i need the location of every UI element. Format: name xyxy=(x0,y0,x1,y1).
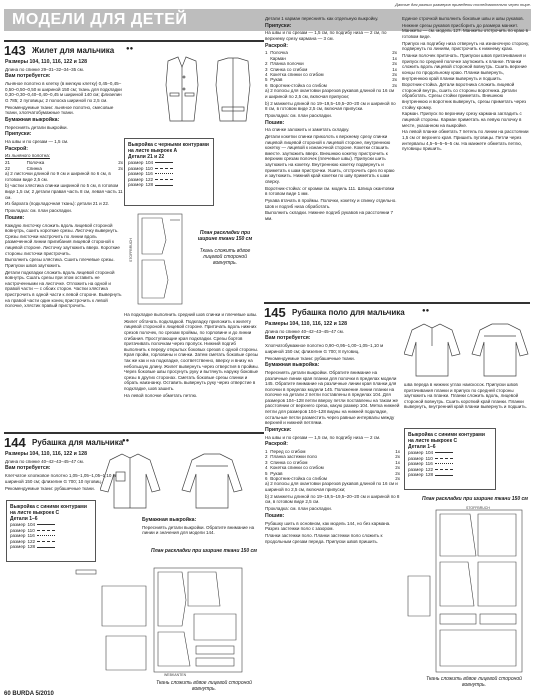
stoffbruch-label: STOFFBRUCH xyxy=(129,238,133,262)
sewing-step: Воротник-стойка. Детали воротника сложить лицевой стороной внутрь, сшить со стороны воротника. Детали обработать. Срезы стойки приметать. Внешнюю внутреннюю и воротник вывернуть, срезы приметать через стойку кромку. xyxy=(402,82,527,110)
legend-row: размер 110 xyxy=(408,456,455,462)
sewing-step: Детали кокетки спинки приколоть к верхнему срезу спинки лицевой лицевой стороной к лицевой стороне, внутреннюю кокетку — лицевой к изнаночной стороне. Кокетки сташить вместе. заутюжить вверх. Внешнюю кокетку пристрочить к верхним срезам полочек (плечевые швы). Припуски шить заутюжить на кокетку. Внутреннюю кокетку подвернуть и приметать к шам пристрочки. Ушить, отстрочить срез по краю и заутюжить. Нижний край кокетки по шву приметать к шам сверху. xyxy=(265,134,395,184)
model-number: 143 xyxy=(4,43,26,58)
cut-table xyxy=(5,160,123,171)
sewing-step: На спинке заложить и заметать складку. xyxy=(265,127,350,133)
legend-row: размер 122 xyxy=(10,539,57,545)
length: Длина по спинке 40–42–43–45–47 см. xyxy=(265,328,344,334)
length: Длина по спинке 29–31–32–34–35 см. xyxy=(5,66,84,72)
legend-row: размер 128 xyxy=(128,182,175,188)
sewing-step: Нижние срезы рукавов присборить до размера манжет. Манжеты — см. модель 127. Манжеты отстрочить по краю в готовом виде. xyxy=(402,22,529,39)
legend-row: размер 110 xyxy=(10,528,57,534)
model-144-paper xyxy=(142,516,260,538)
sewing-step: Рубашку шить в основном, как модель 144, но без кармана. Разрез застежки поло с зазором. xyxy=(265,520,391,532)
difficulty-icon: ●● xyxy=(422,308,430,314)
sewing-step: Выполнить складки. Нижнее подгиб рукавов на расстоянии 7 мм. xyxy=(265,210,394,221)
sizes: Размеры 104, 110, 116, 122 и 128 xyxy=(265,321,347,327)
legend-row: размер 104 xyxy=(128,160,175,166)
sewing-step: На левой планке обметать 7 петель по линии на расстоянии 1,5 см от верхнего края. Пришить пуговицы. Петли через интервалы 4,5–5–5–5–5 см. На манжете обметать петлю, пуговицы пришить. xyxy=(402,129,529,152)
cut-note: Прокладка: см. план раскладки. xyxy=(265,506,332,512)
legend-row: размер 116 xyxy=(10,533,57,539)
top-note: Данные для разных размеров приведены последовательно через тире. xyxy=(395,2,531,7)
allowances-heading: Припуски: xyxy=(5,131,32,138)
legend-row: размер 128 xyxy=(10,544,57,550)
layout-plan-144 xyxy=(6,566,256,678)
vest-sketch xyxy=(160,55,260,127)
sewing-step: Воротник-стойка: от кромки см. модель 111. Шлица окантовки в готовом виде 1 мм. xyxy=(265,185,395,197)
legend-row: размер 104 xyxy=(10,522,57,528)
cutting-heading: Раскрой: xyxy=(5,145,29,152)
detail-note: Детали 1 карман пересниять как отдельную выкройку. xyxy=(265,16,379,21)
cut-note: Из бархата (подкладочная ткань): детали 21 и 22. xyxy=(5,201,110,207)
allowances-heading: Припуски: xyxy=(265,426,292,433)
cut-table xyxy=(265,449,400,481)
layout-plan-143 xyxy=(128,210,186,308)
sizes: Размеры 104, 110, 116, 122 и 128 xyxy=(5,59,87,65)
materials: Клетчатое хлопковое полотно 1,05–1,05–1,05–1,10 м шириной 150 см; флизелин G 700; 10 пуговиц. xyxy=(5,473,116,484)
layout-title: План раскладки при ширине ткани 150 см xyxy=(422,496,528,502)
legend-row: размер 110 xyxy=(128,166,175,172)
model-145-text xyxy=(265,320,400,698)
sewing-step: На подкладке выполнить средний шов спинки и плечевые швы. xyxy=(124,312,258,317)
allowances: На швы и по срезам — 1,5 см, по подгибу низа — 2 см, по верхнему срезу кармана — 3 см. xyxy=(265,30,387,41)
cutting-heading: Раскрой: xyxy=(265,42,289,49)
model-name: Жилет для мальчика xyxy=(32,46,115,55)
cut-note: b) 2 манжеты длиной по 19–19,5–19,5–20–20 см и шириной по 8 см, в готовом виде 2,5 см, включая припуски. xyxy=(265,100,396,112)
table-row: 6 Воротник-стойка со сгибом 2x xyxy=(265,476,400,482)
pattern-legend-143 xyxy=(124,138,214,206)
sewing-step: Детали подкладки сложить вдоль лицевой стороной вовнутрь. Сшать срезы при этом оставить не настроченными на листочке. Отложить на одной и правой части — с обоих сторон. Частки хлястика пристрочить в одной части к левой стороне. Вывернуть на правой части один конец пристрочить к левой полочке, хлястик правый пристрочить. xyxy=(5,269,122,309)
cut-table xyxy=(265,50,397,88)
cut-note: b) 2 манжеты длиной по 19–19,5–19,5–20–20 см и шириной по 8 см, в готовом виде 2,5 см. xyxy=(265,493,400,505)
sewing-step: Выполнить срезы хлястика. Сшить плечевые срезы. Припуски швов заутюжить. xyxy=(5,257,115,268)
layout-title: План раскладки при ширине ткани 150 см xyxy=(151,548,257,554)
model-number: 145 xyxy=(264,305,286,320)
sewing-step: Рукава втачать в проймы. Полочки, кокетку и спинку отдельно. Шов и подгиб низа обработать. xyxy=(265,198,397,209)
layout-note: Ткань сложить вдвое лицевой стороной вовнутрь. xyxy=(426,676,522,688)
model-145-text-cont xyxy=(404,382,532,426)
cut-note: а) 2 полосы для окантовки разрезов рукавов длиной по 16 см и шириной по 2,5 см, включая припуски; xyxy=(265,88,395,99)
materials: Льняное полотно в клетку (в мелкую клетку) 0,45–0,45–0,50–0,50–0,50 м шириной 150 см; ткань для подкладки 0,30–0,30–0,40–0,40–0,45 м шириной 140 см; флизелин G 785; 2 пуговицы; 2 полоска шириной по 2,5 см. xyxy=(5,81,122,103)
table-row: 5 Рукав 2x xyxy=(265,77,397,83)
sewing-step: шва переда в нижних углах наискосок. Припуски швов притачивания планки и припуск по средней стороны заутюжить на планки. Планки сложить вдоль, лицевой стороной вовнутрь. Сшить короткий край планки. Планки вывернуть, внутренний край планки вывернуть и подшить. xyxy=(404,382,527,410)
layout-note: Ткань сложить вдвое лицевой стороной вовнутрь. xyxy=(199,248,251,266)
cut-note: Прокладка: см. план раскладки. xyxy=(265,112,332,118)
sewing-heading: Пошив: xyxy=(265,119,285,126)
page-footer xyxy=(4,691,54,697)
model-143-header xyxy=(4,40,264,58)
sewing-step: Единое строчкой выполнить боковые швы и швы рукавов. xyxy=(402,16,524,21)
allowances: На швы и по срезам — 1,5 см. xyxy=(5,139,69,145)
model-143-text-cont xyxy=(124,312,259,424)
difficulty-icon: ●● xyxy=(122,438,130,444)
table-row: 6 Воротник-стойка со сгибом 2x xyxy=(265,82,397,88)
length: Длина по спинке 40–42–43–45–47 см. xyxy=(5,458,84,464)
allowances: На швы и по срезам — 1,5 см, по подгибу низа — 2 см. xyxy=(265,434,381,440)
table-row: 2 Планка застежки поло 2x xyxy=(265,454,400,460)
sewing-heading: Пошив: xyxy=(5,214,25,221)
legend-row: размер 128 xyxy=(408,472,455,478)
table-row: Карман 1x xyxy=(270,55,397,61)
legend-parts: Детали 1–6 xyxy=(408,444,436,450)
sizes: Размеры 104, 110, 116, 122 и 128 xyxy=(5,451,87,457)
paper-pattern-heading: Бумажная выкройка: xyxy=(5,116,60,123)
table-row: 2 Планка полочки 2x xyxy=(265,61,397,67)
model-name: Рубашка поло для мальчика xyxy=(292,308,405,317)
recommended-fabrics: Рекомендуемые ткани: рубашечные ткани. xyxy=(5,485,95,491)
model-144-text-cont-2 xyxy=(402,16,530,298)
brand-name: BURDA xyxy=(12,691,34,697)
layout-title: План раскладки при ширине ткани 150 см xyxy=(197,230,253,242)
difficulty-icon: ●● xyxy=(126,46,134,52)
legend-row: размер 122 xyxy=(128,177,175,183)
sewing-step: Каждую листочку сложить вдоль лицевой стороной вовнутрь, сшить короткие срезы. Листочку вывернуть. Срезы листочки настрочить по линии вдоль размеченной линии пригибания лицевой стороной к лицевой стороне. Листочку заутюжить вверх. Короткие стороны листочки пристрочить. xyxy=(5,222,120,256)
layout-note: Ткань сложить вдвое лицевой стороной вовнутрь. xyxy=(156,680,252,692)
legend-parts: Детали 21 и 22 xyxy=(128,154,165,160)
legend-parts: Детали 1–6 xyxy=(10,516,38,522)
paper-pattern: Пересниять детали выкройки. Обратите внимание на различные линии края планки для полочки в пределах модели 145. Обратите внимание на различные линии края планки для полочки в пределах модели 145. Положение линии планки на полочке на детали 2 петли поставлены в пределах 104. Для размеров 104–128 петли вверху петли поставлены на таком же расстоянии от верхнего среза, какую размер 104. Метка нижней петли для размеров 104–128 видны на нижней подкладке, остальные петли разместить через равные интервалы между верхней и нижней петлями. xyxy=(265,369,400,426)
materials-heading: Вам потребуется: xyxy=(265,335,311,342)
pattern-legend-145 xyxy=(404,428,496,490)
legend-row: размер 122 xyxy=(408,467,455,473)
polo-sketch-145 xyxy=(404,320,532,380)
model-145-header xyxy=(264,302,530,320)
sewing-step: Припуск на подгибку низа отвернуть на изнаночную сторону, подвернуть по линиям, пристрочить к нижнему краю. xyxy=(402,40,530,52)
allowances-heading: Припуски: xyxy=(265,22,292,29)
table-row: 5 Рукав 2x xyxy=(265,470,400,476)
sewing-step: Планки застежки поло. Планки застежки поло сложить к продольным срезам переда. Припуски швов пришить. xyxy=(265,532,383,544)
paper-pattern: Пересниять детали выкройки. Обратите внимание на линии и значения для модели 144. xyxy=(142,524,255,536)
pattern-legend-144 xyxy=(6,500,96,562)
cutting-heading: Раскрой: xyxy=(265,441,289,448)
legend-title: Выкройка с синими контурами на листе выкроек С xyxy=(408,432,485,444)
issue-number: 5/2010 xyxy=(35,691,54,697)
page-title: МОДЕЛИ ДЛЯ ДЕТЕЙ xyxy=(12,11,188,28)
sewing-heading: Пошив: xyxy=(265,512,285,519)
recommended-fabrics: Рекомендуемые ткани: рубашечные ткани. xyxy=(265,355,355,361)
cut-note: b) частки хлястика спинки шириной по 5 см, в готовом виде 1,5 см; 2 детали правая часть 8 см, левая часть 11 см. xyxy=(5,183,123,200)
paper-pattern-heading: Бумажная выкройка: xyxy=(142,517,197,523)
legend-row: размер 104 xyxy=(408,450,455,456)
table-row: 3 Спинка со сгибом 1x xyxy=(265,459,400,465)
page-number: 60 xyxy=(4,691,11,697)
table-row: 1 Полочка 2x xyxy=(265,50,397,56)
shirt-sketch-144 xyxy=(100,450,260,512)
model-144-header xyxy=(4,432,264,450)
cut-note: а) 2 листочки длиной по 9 см и шириной по 6 см, в готовом виде 2,5 см. xyxy=(5,171,111,182)
legend-row: размер 116 xyxy=(408,461,455,467)
materials: Хлопчатобумажное полотно 0,90–0,95–1,00–1,05–1,10 м шириной 150 см; флизелин G 700; 8 пуговиц. xyxy=(265,343,384,354)
legend-row: размер 116 xyxy=(128,171,175,177)
sewing-step: Жилет обтачать подкладкой. Подкладку приложить к жилету лицевой стороной к лицевой стороне. Притачать вдоль нижних срезов полочек, по срезам проймы, по горловине и до линии сгибания. Проступающие края подкладки. Срезы бортов притачивать полочкам через пропуск. Нижний подгиб выполнить к переду открытых боковых срезов с одной стороны. Края пройм, горловины и спинки. Затем сметать боковые срезы так же как и на подкладке, соответственно, вверху и внизу на небольшую длину. Жилет вывернуть через отверстия в проймы. Через боковые швы просунуть руку и вытянуть наружу боковые срезы в других сторонах. Сметать боковые срезы спинки и обрать наизнанку. Оставить вывернуть руку через отверстие в подкладке, шов зашить. xyxy=(124,318,259,391)
paper-pattern-heading: Бумажная выкройка: xyxy=(265,362,320,369)
legend-title: Выкройка с синими контурами на листе выкроек С xyxy=(10,504,87,516)
recommended-fabrics: Рекомендуемые ткани: льняное полотно, смесовые ткани, хлопчатобумажные ткани. xyxy=(5,104,114,116)
webkanten-label: WEBKANTEN xyxy=(164,673,187,677)
model-144-text-cont xyxy=(265,16,397,296)
table-row: 21 Полочка 2x xyxy=(5,160,123,166)
model-name: Рубашка для мальчика xyxy=(32,438,124,447)
stoffbruch-label: STOFFBRUCH xyxy=(466,506,490,510)
model-143-text xyxy=(5,58,123,428)
legend-title: Выкройка с черными контурами на листе выкроек А xyxy=(128,142,210,154)
sewing-step: Карман. Припуск по верхнему срезу кармана загладить с лицевой стороны. Карман приметать на левую полочку в месте, указанном на выкройке. xyxy=(402,111,522,128)
table-row: 1 Перед со сгибом 1x xyxy=(265,449,400,454)
table-row: 3 Спинка со сгибом 1x xyxy=(265,66,397,72)
materials-heading: Вам потребуется: xyxy=(5,73,51,80)
sewing-step: Планки полочек притачать. Припуски швов притачивания и припуск по средней полочке заутюжить к планке. Планки сложить вдоль лицевой стороной вовнутрь. Сшить верхние концы по продольному краю. Планки вывернуть, внутреннюю край планки вывернуть и подшить. xyxy=(402,53,527,81)
cutting-sub: Из льняного полотна: xyxy=(5,153,50,159)
materials-heading: Вам потребуется: xyxy=(5,465,51,472)
layout-plan-145 xyxy=(406,506,530,676)
paper-pattern: Пересниять детали выкройки. xyxy=(5,124,68,130)
table-row: 22 Спинка 2x xyxy=(5,165,123,171)
table-row: 4 Кокетка спинки со сгибом 2x xyxy=(265,465,400,471)
cut-note: Прокладка: см. план раскладки. xyxy=(5,208,72,214)
cut-note: а) 2 полосы для окантовки разрезов рукавов длиной по 16 см и шириной по 2,5 см, включая припуски; xyxy=(265,481,398,493)
table-row: 4 Кокетка спинки со сгибом 2x xyxy=(265,71,397,77)
sewing-step: На левой полочке обметать петлю. xyxy=(124,392,198,398)
model-number: 144 xyxy=(4,435,26,450)
